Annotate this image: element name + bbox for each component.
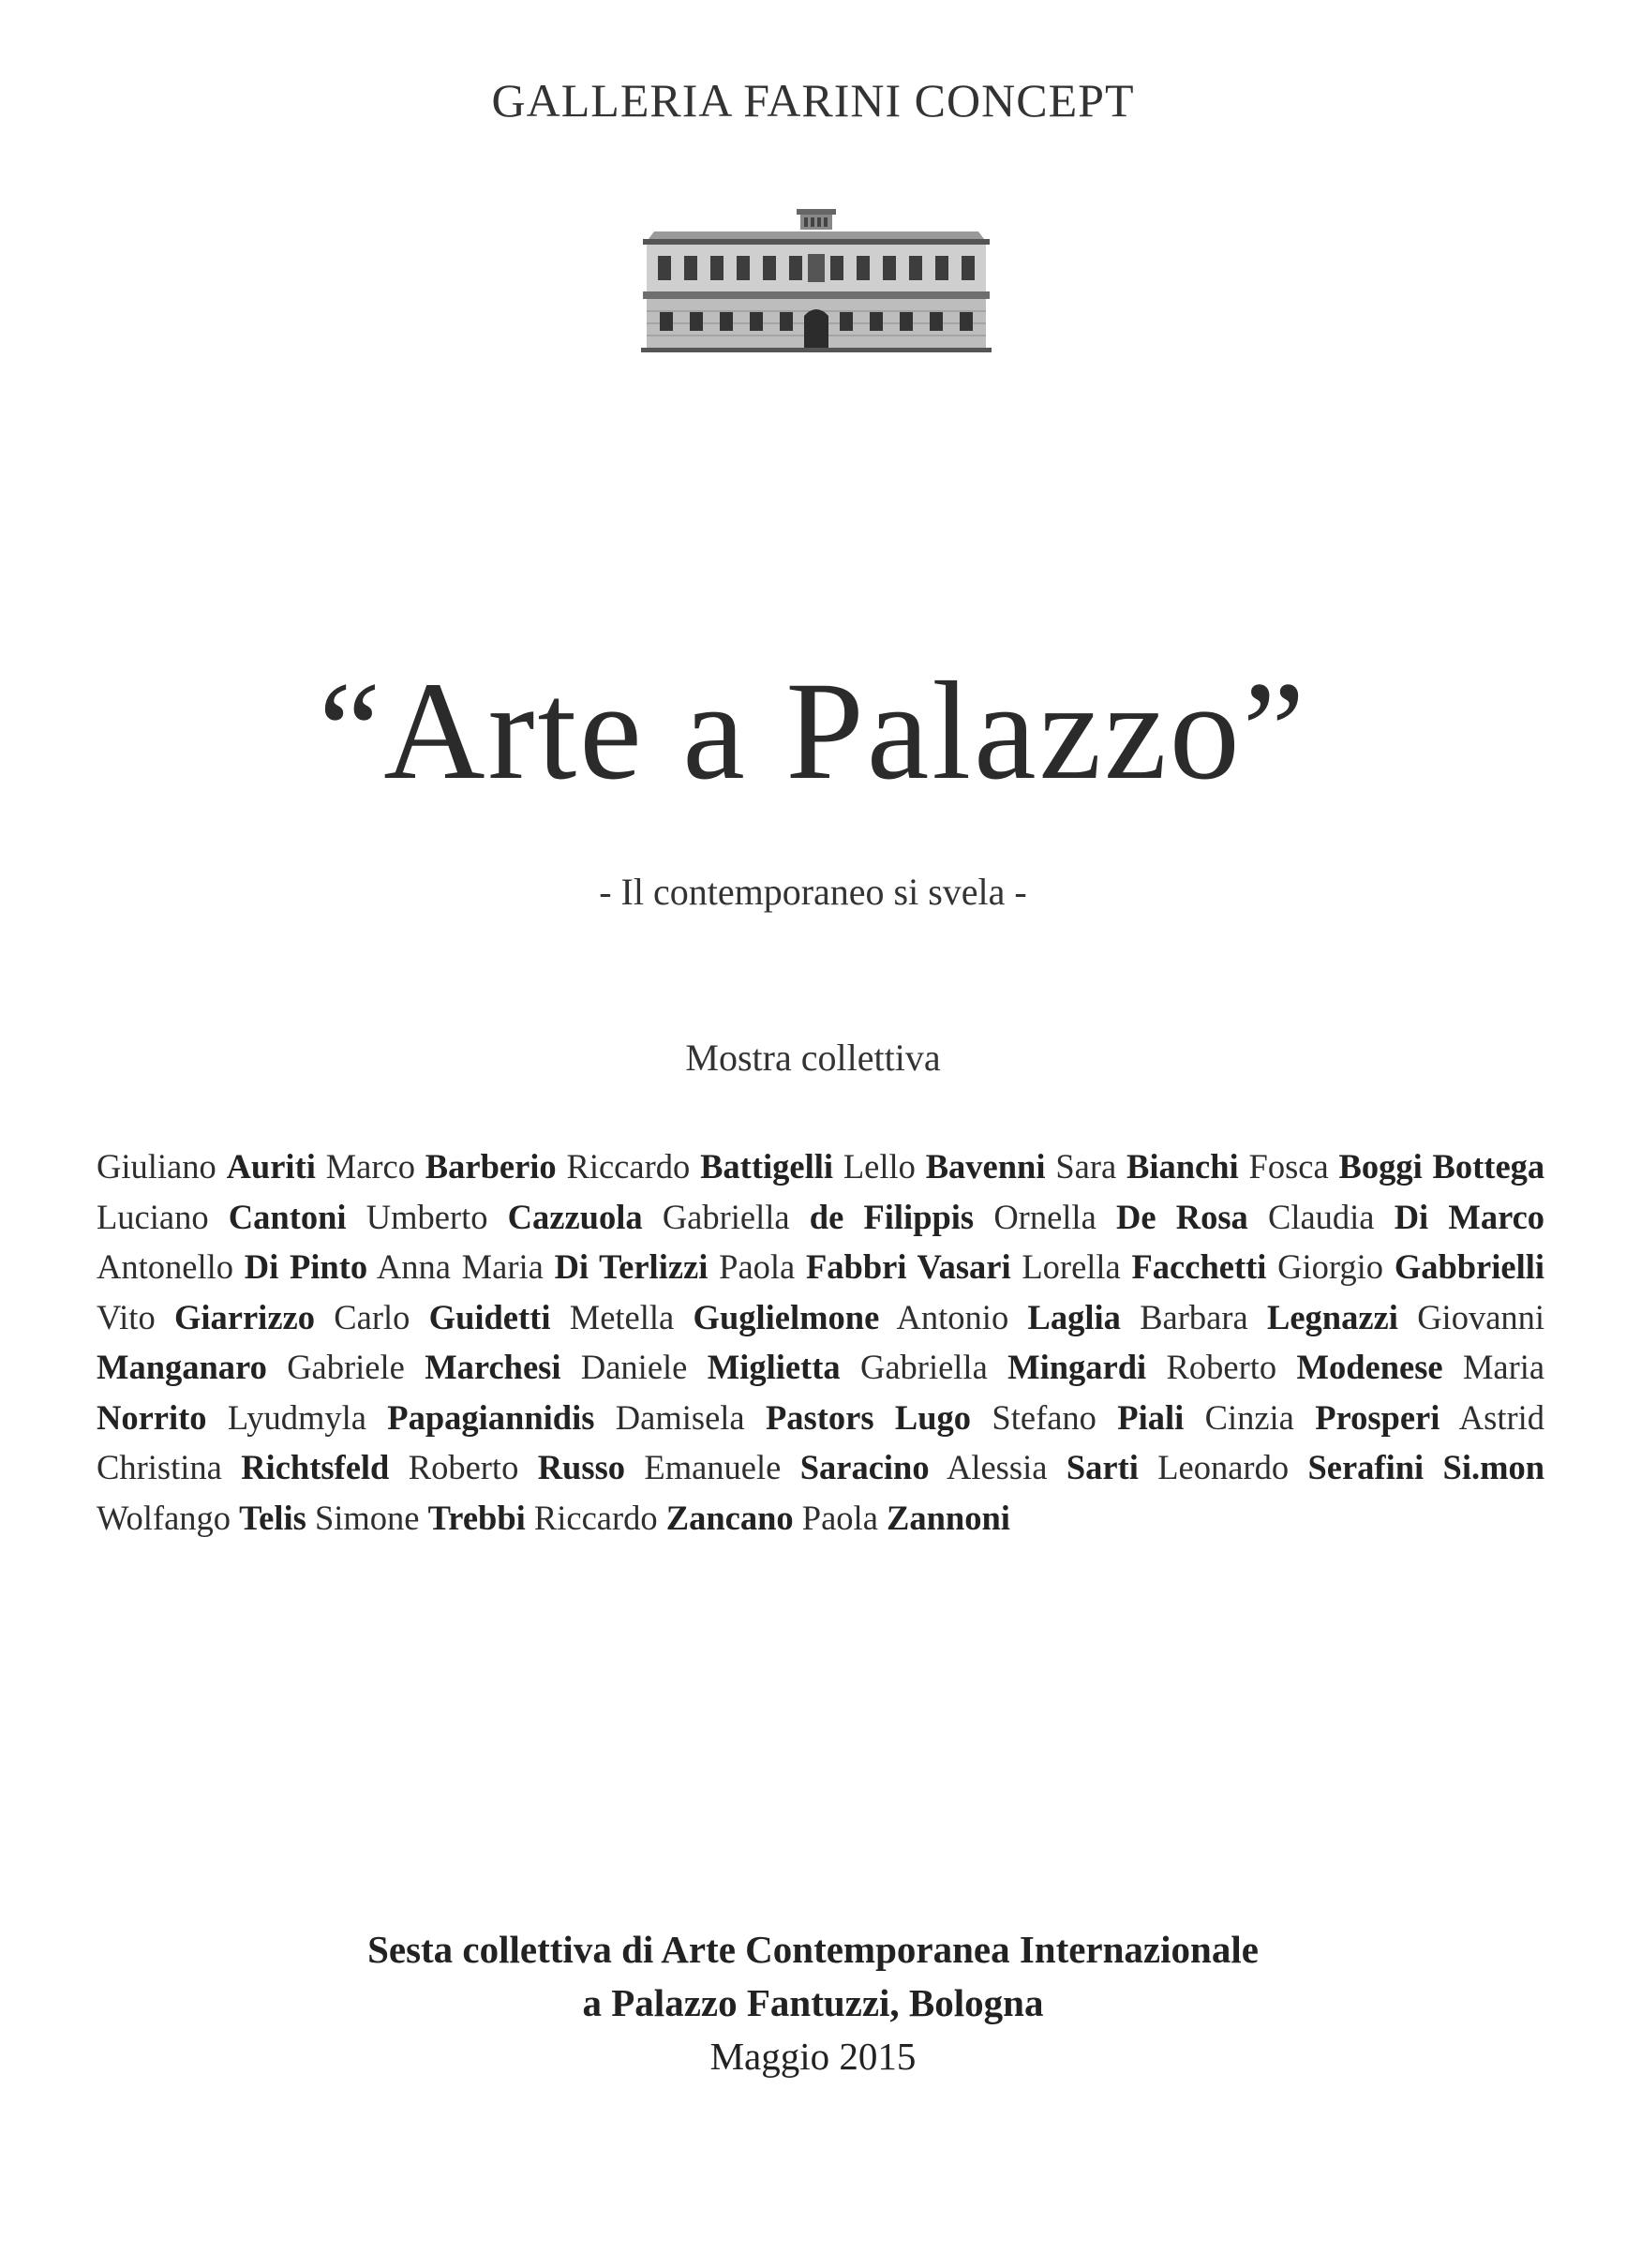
artist-last-name: Pastors Lugo bbox=[765, 1397, 972, 1437]
artist-name bbox=[719, 1247, 1010, 1286]
artist-name bbox=[97, 1499, 306, 1537]
artist-first-name: Giorgio bbox=[1277, 1247, 1384, 1286]
artist-name bbox=[409, 1448, 625, 1486]
artist-name bbox=[947, 1448, 1139, 1486]
artist-name bbox=[1443, 1448, 1545, 1486]
artist-first-name: Giuliano bbox=[97, 1147, 216, 1186]
artist-last-name: De Rosa bbox=[1115, 1197, 1248, 1236]
artist-last-name: Di Marco bbox=[1394, 1197, 1545, 1236]
artist-last-name: Richtsfeld bbox=[241, 1448, 390, 1486]
artist-first-name: Umberto bbox=[365, 1197, 488, 1236]
artist-name bbox=[228, 1398, 595, 1437]
artist-first-name: Daniele bbox=[580, 1348, 688, 1386]
artist-last-name: Modenese bbox=[1296, 1348, 1443, 1386]
artist-first-name: Marco bbox=[325, 1147, 415, 1186]
exhibition-title: “Arte a Palazzo” bbox=[318, 653, 1308, 809]
artist-first-name: Leonardo bbox=[1157, 1448, 1290, 1486]
artist-last-name: Miglietta bbox=[707, 1348, 841, 1386]
artist-first-name: Sara bbox=[1055, 1147, 1117, 1186]
artist-name bbox=[1167, 1348, 1443, 1386]
artist-name bbox=[377, 1247, 709, 1286]
artist-name bbox=[97, 1147, 316, 1186]
artist-first-name: Damisela bbox=[615, 1397, 745, 1437]
artist-name bbox=[616, 1398, 971, 1437]
artist-name bbox=[97, 1198, 347, 1236]
artist-name bbox=[581, 1348, 841, 1386]
artist-first-name: Antonello bbox=[97, 1247, 233, 1286]
artist-name bbox=[992, 1398, 1184, 1437]
artist-first-name: Lello bbox=[843, 1147, 916, 1186]
artist-first-name: Wolfango bbox=[97, 1498, 231, 1537]
artist-last-name: Papagiannidis bbox=[387, 1397, 595, 1437]
artist-last-name: Trebbi bbox=[427, 1498, 526, 1537]
artist-name bbox=[1249, 1147, 1545, 1186]
artist-name bbox=[644, 1448, 929, 1486]
artist-first-name: Carlo bbox=[334, 1297, 410, 1336]
artist-name bbox=[663, 1198, 974, 1236]
artist-last-name: Marchesi bbox=[425, 1348, 561, 1386]
artist-name bbox=[315, 1499, 526, 1537]
artist-last-name: Bavenni bbox=[925, 1147, 1046, 1186]
artist-first-name: Antonio bbox=[896, 1297, 1009, 1336]
artist-last-name: Serafini bbox=[1307, 1448, 1425, 1486]
artist-list bbox=[97, 1141, 1544, 1543]
artist-name bbox=[843, 1147, 1046, 1186]
artist-last-name: Giarrizzo bbox=[174, 1297, 315, 1336]
footer-line-date: Maggio 2015 bbox=[709, 2035, 917, 2078]
artist-name bbox=[802, 1499, 1010, 1537]
artist-last-name: Gabbrielli bbox=[1394, 1247, 1545, 1286]
artist-last-name: Saracino bbox=[799, 1448, 930, 1486]
footer-line-event: Sesta collettiva di Arte Contemporanea Internazionale bbox=[367, 1928, 1259, 1971]
artist-last-name: Zancano bbox=[665, 1498, 794, 1537]
artist-name bbox=[1268, 1198, 1544, 1236]
artist-name bbox=[1140, 1298, 1398, 1336]
artist-first-name: Anna Maria bbox=[376, 1247, 544, 1286]
artist-name bbox=[1157, 1448, 1424, 1486]
artist-last-name: Boggi Bottega bbox=[1338, 1147, 1545, 1186]
artist-first-name: Gabriele bbox=[287, 1348, 405, 1386]
artist-last-name: Sarti bbox=[1066, 1448, 1139, 1486]
artist-first-name: Gabriella bbox=[662, 1197, 790, 1236]
artist-last-name: Fabbri Vasari bbox=[805, 1247, 1011, 1286]
artist-last-name: Di Pinto bbox=[244, 1247, 368, 1286]
artist-first-name: Gabriella bbox=[859, 1348, 988, 1386]
artist-last-name: Zannoni bbox=[887, 1498, 1010, 1537]
artist-last-name: Laglia bbox=[1027, 1297, 1121, 1336]
artist-last-name: Cantoni bbox=[228, 1197, 347, 1236]
artist-first-name: Roberto bbox=[408, 1448, 519, 1486]
exhibition-subtitle: - Il contemporaneo si svela - bbox=[599, 871, 1027, 913]
artist-name bbox=[1277, 1247, 1544, 1286]
artist-name bbox=[334, 1298, 550, 1336]
artist-first-name: Metella bbox=[569, 1297, 675, 1336]
artist-last-name: Piali bbox=[1117, 1397, 1185, 1437]
artist-last-name: Legnazzi bbox=[1267, 1297, 1398, 1336]
artist-first-name: Vito bbox=[97, 1297, 156, 1336]
artist-first-name: Astrid Christina bbox=[97, 1397, 1544, 1486]
footer-line-venue: a Palazzo Fantuzzi, Bologna bbox=[582, 1981, 1044, 2024]
footer bbox=[0, 1923, 1626, 2083]
artist-first-name: Riccardo bbox=[533, 1498, 658, 1537]
artist-name bbox=[1022, 1247, 1266, 1286]
artist-name bbox=[567, 1147, 834, 1186]
artist-name bbox=[993, 1198, 1247, 1236]
artist-first-name: Claudia bbox=[1267, 1197, 1375, 1236]
palazzo-facade-illustration bbox=[630, 201, 1003, 353]
artist-first-name: Simone bbox=[314, 1498, 420, 1537]
artist-name bbox=[534, 1499, 794, 1537]
artist-name bbox=[1205, 1398, 1440, 1437]
gallery-name: GALLERIA FARINI CONCEPT bbox=[491, 74, 1135, 127]
artist-first-name: Maria bbox=[1462, 1348, 1545, 1386]
artist-last-name: Auriti bbox=[226, 1147, 316, 1186]
artist-last-name: Russo bbox=[537, 1448, 626, 1486]
artist-name bbox=[326, 1147, 557, 1186]
artist-first-name: Barbara bbox=[1140, 1297, 1248, 1336]
artist-name bbox=[570, 1298, 880, 1336]
artist-first-name: Emanuele bbox=[644, 1448, 782, 1486]
artist-last-name: Prosperi bbox=[1315, 1397, 1440, 1437]
artist-last-name: Barberio bbox=[425, 1147, 557, 1186]
artist-last-name: Facchetti bbox=[1131, 1247, 1267, 1286]
artist-name bbox=[860, 1348, 1146, 1386]
artist-first-name: Giovanni bbox=[1417, 1297, 1545, 1336]
artist-first-name: Fosca bbox=[1248, 1147, 1329, 1186]
artist-first-name: Luciano bbox=[97, 1197, 209, 1236]
artist-name bbox=[1055, 1147, 1238, 1186]
artist-last-name: Cazzuola bbox=[507, 1197, 643, 1236]
artist-last-name: Si.mon bbox=[1442, 1448, 1545, 1486]
artist-first-name: Ornella bbox=[993, 1197, 1096, 1236]
artist-first-name: Stefano bbox=[992, 1397, 1096, 1437]
section-label: Mostra collettiva bbox=[685, 1037, 941, 1079]
artist-last-name: Guglielmone bbox=[693, 1297, 880, 1336]
artist-last-name: de Filippis bbox=[809, 1197, 975, 1236]
artist-first-name: Paola bbox=[801, 1498, 878, 1537]
artist-name bbox=[97, 1298, 315, 1336]
artist-last-name: Battigelli bbox=[700, 1147, 833, 1186]
artist-last-name: Guidetti bbox=[428, 1297, 551, 1336]
artist-last-name: Di Terlizzi bbox=[554, 1247, 709, 1286]
artist-first-name: Alessia bbox=[946, 1448, 1048, 1486]
artist-first-name: Lyudmyla bbox=[227, 1397, 366, 1437]
artist-last-name: Norrito bbox=[97, 1397, 207, 1437]
artist-first-name: Lorella bbox=[1022, 1247, 1121, 1286]
artist-name bbox=[97, 1247, 367, 1286]
artist-last-name: Telis bbox=[239, 1498, 306, 1537]
artist-first-name: Cinzia bbox=[1204, 1397, 1294, 1437]
artist-first-name: Riccardo bbox=[566, 1147, 691, 1186]
artist-last-name: Manganaro bbox=[97, 1348, 267, 1386]
artist-last-name: Bianchi bbox=[1126, 1147, 1239, 1186]
artist-first-name: Paola bbox=[719, 1247, 796, 1286]
artist-name bbox=[897, 1298, 1121, 1336]
artist-name bbox=[287, 1348, 560, 1386]
artist-name bbox=[366, 1198, 643, 1236]
artist-last-name: Mingardi bbox=[1007, 1348, 1147, 1386]
artist-first-name: Roberto bbox=[1166, 1348, 1277, 1386]
